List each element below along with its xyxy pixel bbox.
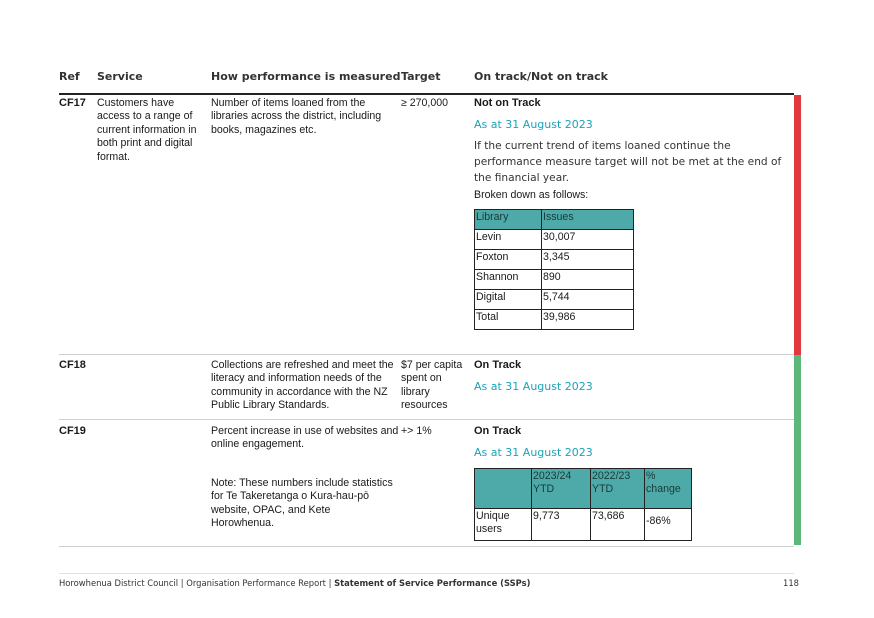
row-service: Customers have access to a range of current information in both print and digital format. — [97, 97, 197, 163]
footer-org-label: Horowhenua District Council | Organisation Performance Report | — [59, 578, 335, 588]
library-issues-table — [474, 209, 634, 330]
header-divider — [59, 93, 794, 95]
table-header-cell: Library — [475, 210, 542, 230]
row-target: ≥ 270,000 — [401, 97, 449, 109]
table-cell: Foxton — [475, 250, 542, 270]
table-cell: 890 — [542, 270, 634, 290]
table-cell: 9,773 — [532, 509, 591, 541]
breakdown-label: Broken down as follows: — [474, 189, 589, 201]
table-row — [475, 509, 692, 541]
col-header-service: Service — [97, 70, 143, 83]
row-measure: Percent increase in use of websites and online engagement. — [211, 425, 399, 451]
as-at-date: As at 31 August 2023 — [474, 118, 593, 131]
footer-text — [59, 578, 530, 588]
table-header-cell: 2023/24 YTD — [532, 469, 591, 509]
table-cell: Total — [475, 310, 542, 330]
row-note: Note: These numbers include statistics for Te Takeretanga o Kura-hau-pō website, OPAC, and Kete Horowhenua. — [211, 477, 393, 530]
col-header-ref: Ref — [59, 70, 80, 83]
col-header-how-measured: How performance is measured — [211, 70, 401, 83]
table-cell: -86% — [645, 509, 692, 541]
as-at-date: As at 31 August 2023 — [474, 446, 593, 459]
table-row — [475, 250, 634, 270]
table-row — [475, 270, 634, 290]
web-engagement-table — [474, 468, 692, 541]
table-row — [475, 230, 634, 250]
row-divider — [59, 354, 794, 355]
table-cell: Levin — [475, 230, 542, 250]
table-header-cell: % change — [645, 469, 692, 509]
row-target: $7 per capita spent on library resources — [401, 359, 463, 412]
status-bar-cf18-cf19 — [794, 355, 801, 545]
table-cell: 39,986 — [542, 310, 634, 330]
table-row — [475, 310, 634, 330]
status-bar-cf17 — [794, 95, 801, 355]
row-measure: Collections are refreshed and meet the literacy and information needs of the community in accordance with the NZ Public Library Standards. — [211, 359, 394, 412]
table-header-cell — [475, 469, 532, 509]
table-header-cell: Issues — [542, 210, 634, 230]
row-divider — [59, 546, 794, 547]
row-measure: Number of items loaned from the libraries across the district, including books, magazines etc. — [211, 97, 382, 136]
table-cell: Shannon — [475, 270, 542, 290]
table-cell: 73,686 — [591, 509, 645, 541]
page-number: 118 — [783, 578, 799, 588]
row-divider — [59, 419, 794, 420]
table-row — [475, 290, 634, 310]
table-cell: 3,345 — [542, 250, 634, 270]
table-cell: 30,007 — [542, 230, 634, 250]
status-label: On Track — [474, 359, 522, 371]
status-label: On Track — [474, 425, 522, 437]
footer-divider — [59, 573, 794, 574]
col-header-target: Target — [401, 70, 441, 83]
table-header-cell: 2022/23 YTD — [591, 469, 645, 509]
table-cell: 5,744 — [542, 290, 634, 310]
row-target: +> 1% — [401, 425, 432, 437]
row-ref: CF18 — [59, 359, 86, 371]
table-cell: Digital — [475, 290, 542, 310]
status-comment: If the current trend of items loaned continue the performance measure target will not be met at the end of the financial year. — [474, 140, 782, 184]
status-label: Not on Track — [474, 97, 541, 109]
col-header-track: On track/Not on track — [474, 70, 608, 83]
row-ref: CF19 — [59, 425, 86, 437]
footer-section-label: Statement of Service Performance (SSPs) — [334, 578, 531, 588]
as-at-date: As at 31 August 2023 — [474, 380, 593, 393]
row-ref: CF17 — [59, 97, 86, 109]
table-cell: Unique users — [475, 509, 532, 541]
